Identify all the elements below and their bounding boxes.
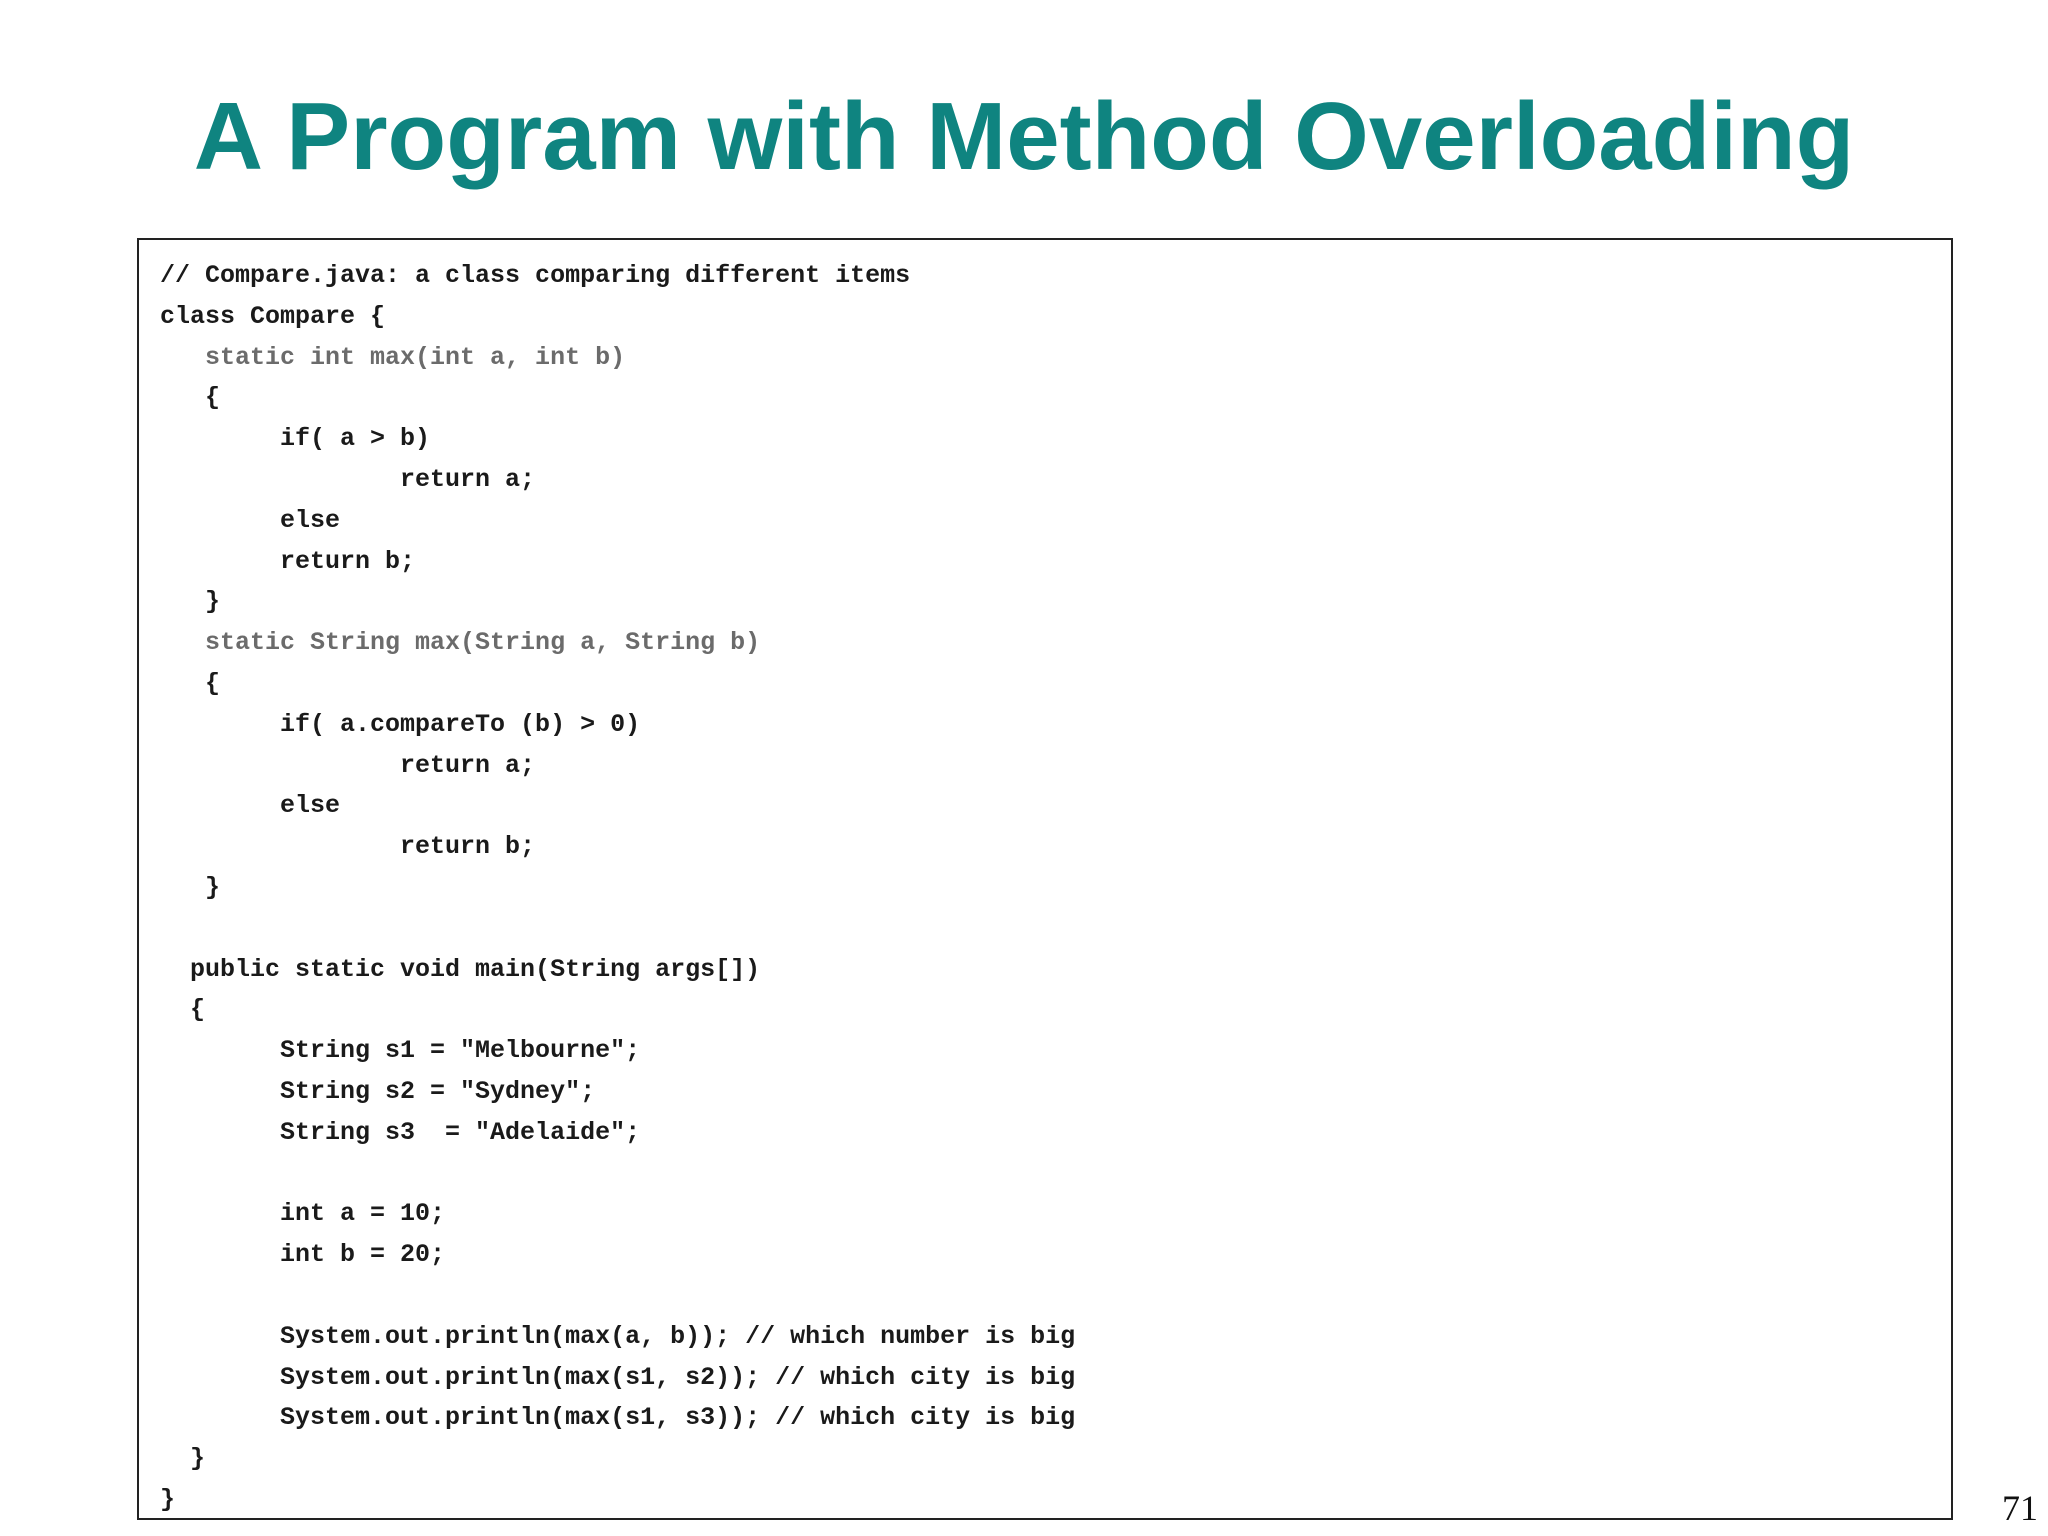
code-line: String s1 = "Melbourne"; [160,1036,641,1066]
code-line: static int max(int a, int b) [160,342,626,372]
code-line: int a = 10; [160,1199,446,1229]
code-line: { [160,383,221,413]
code-line: String s3 = "Adelaide"; [160,1117,641,1147]
code-line: return a; [160,465,536,494]
code-line: int b = 20; [160,1240,446,1270]
code-line: public static void main(String args[]) [160,954,761,984]
code-line: { [160,669,221,698]
code-listing [137,238,1953,1520]
code-line: } [160,873,221,902]
code-line: static String max(String a, String b) [160,628,761,658]
code-line: return b; [160,832,536,862]
code-line: else [160,505,341,535]
code-line: // Compare.java: a class comparing different items [160,261,911,290]
code-line: System.out.println(max(s1, s3)); // which city is big [160,1403,1076,1433]
page-number: 71 [2002,1488,2038,1528]
code-line: return b; [160,546,416,576]
code-line: String s2 = "Sydney"; [160,1077,596,1106]
code-line: class Compare { [160,301,386,331]
code-line: else [160,791,341,821]
code-line: if( a > b) [160,424,431,454]
slide-title: A Program with Method Overloading [193,83,1855,190]
code-line: } [160,1444,206,1474]
code-line: } [160,1485,176,1514]
code-line: return a; [160,750,536,780]
code-line: } [160,587,221,617]
code-line: if( a.compareTo (b) > 0) [160,709,641,739]
code-line: System.out.println(max(s1, s2)); // which city is big [160,1362,1076,1392]
code-line: { [160,995,206,1025]
code-line: System.out.println(max(a, b)); // which number is big [160,1321,1076,1351]
